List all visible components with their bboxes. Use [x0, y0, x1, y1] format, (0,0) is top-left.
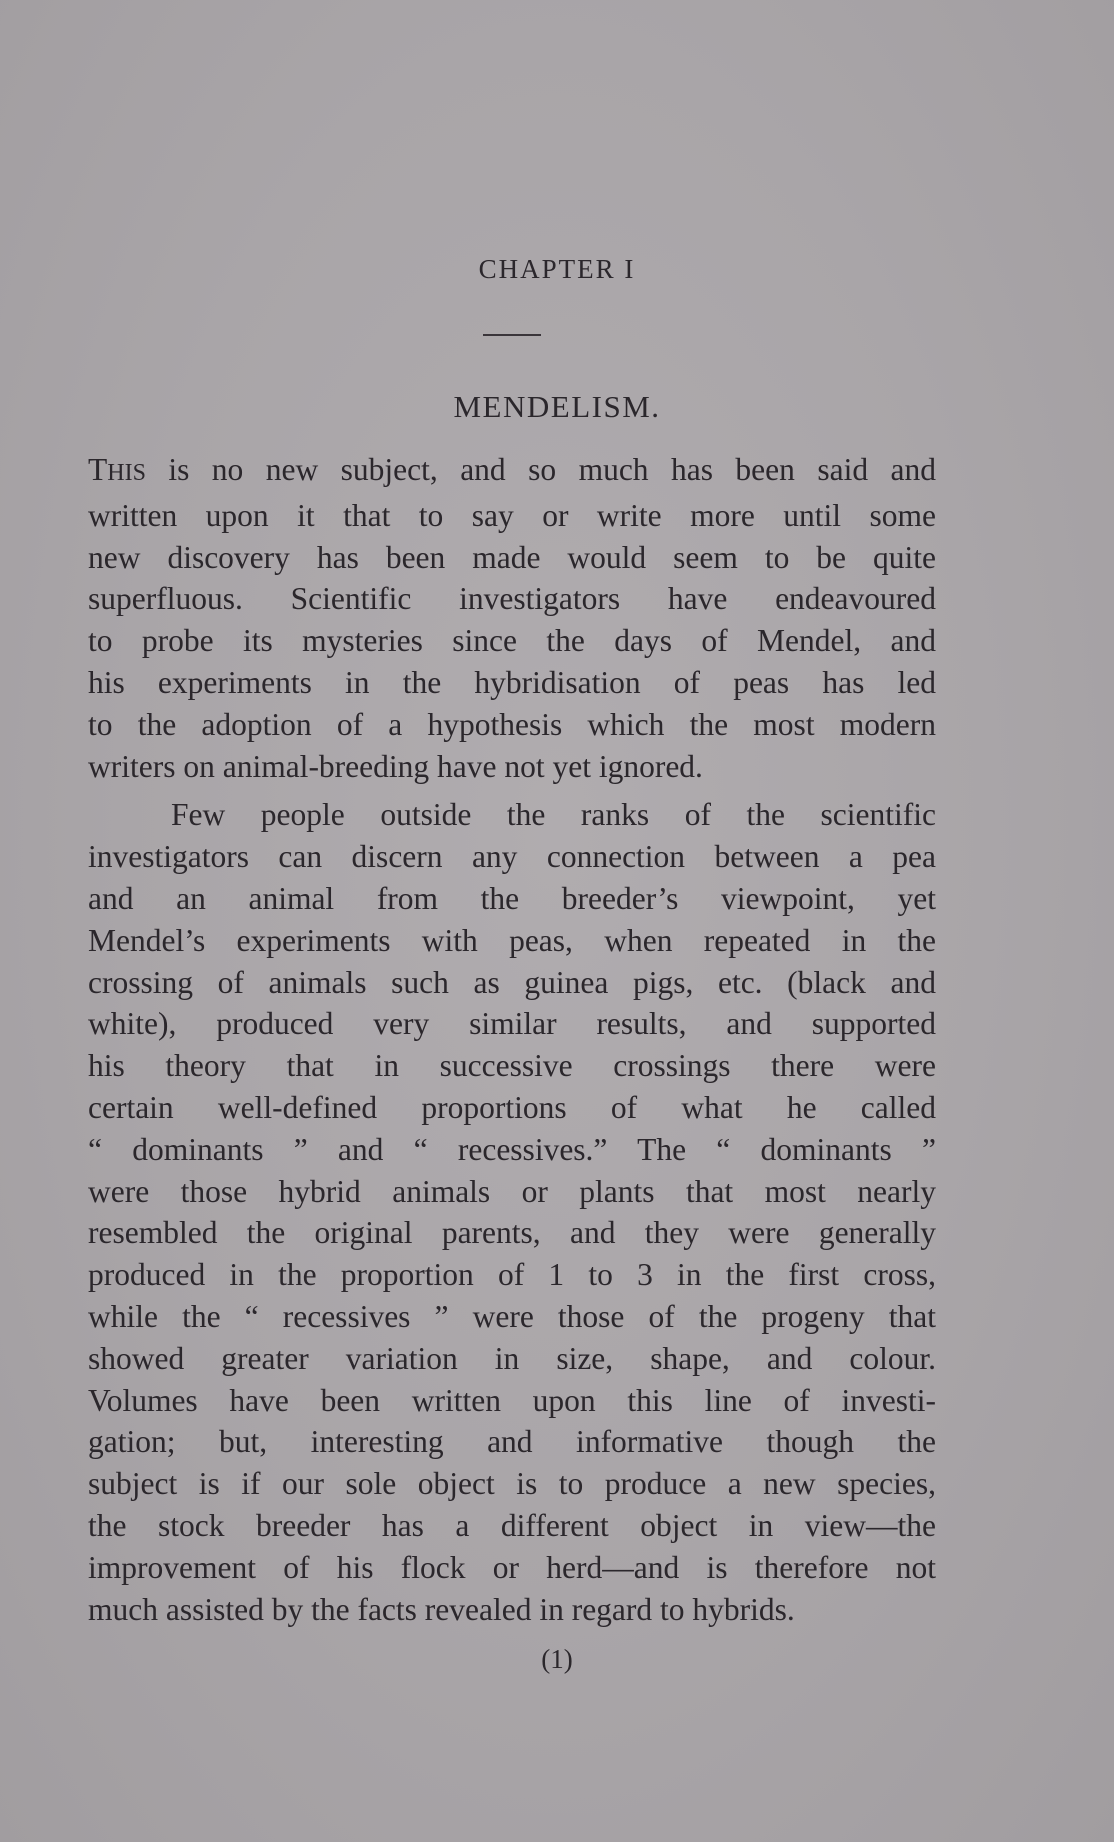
paragraph-2: [88, 794, 936, 1630]
text-line: and an animal from the breeder’s viewpoint, yet: [88, 880, 936, 916]
text-line: crossing of animals such as guinea pigs, etc. (black and: [88, 964, 936, 1000]
text-line: gation; but, interesting and informative though the: [88, 1424, 936, 1460]
text-line: writers on animal-breeding have not yet ignored.: [88, 748, 703, 784]
text-line: his theory that in successive crossings there were: [88, 1048, 936, 1084]
text-line: Volumes have been written upon this line of investi-: [88, 1382, 936, 1418]
section-title: MENDELISM.: [453, 389, 661, 424]
body-text: [88, 449, 936, 1637]
text-line: “ dominants ” and “ recessives.” The “ dominants ”: [88, 1131, 936, 1167]
text-line: to the adoption of a hypothesis which the most modern: [88, 706, 936, 742]
text-line: to probe its mysteries since the days of Mendel, and: [88, 623, 936, 659]
text-line: Mendel’s experiments with peas, when repeated in the: [88, 922, 936, 958]
text-line: certain well-defined proportions of what he called: [88, 1089, 936, 1125]
text-line: white), produced very similar results, and supported: [88, 1006, 936, 1042]
text-line: resembled the original parents, and they were generally: [88, 1215, 936, 1251]
text-line: new discovery has been made would seem to be quite: [88, 539, 936, 575]
text-line: showed greater variation in size, shape, and colour.: [88, 1340, 936, 1376]
title-divider: [483, 334, 541, 336]
paragraph-1: [88, 449, 936, 787]
text-line: investigators can discern any connection between a pea: [88, 839, 936, 875]
text-line: produced in the proportion of 1 to 3 in the first cross,: [88, 1257, 936, 1293]
text-line: written upon it that to say or write more until some: [88, 497, 936, 533]
text-line: were those hybrid animals or plants that most nearly: [88, 1173, 936, 1209]
text-line: his experiments in the hybridisation of peas has led: [88, 664, 936, 700]
text-line: much assisted by the facts revealed in regard to hybrids.: [88, 1591, 795, 1627]
page-number: (1): [541, 1644, 573, 1674]
text-line: while the “ recessives ” were those of the progeny that: [88, 1298, 936, 1334]
text-line: the stock breeder has a different object in view—the: [88, 1507, 936, 1543]
lead-capital: T: [88, 452, 108, 487]
text-line: subject is if our sole object is to produce a new species,: [88, 1466, 936, 1502]
text-line: improvement of his flock or herd—and is therefore not: [88, 1549, 936, 1585]
lead-small-caps: HIS: [107, 460, 146, 486]
text-line: THIS is no new subject, and so much has been said and: [88, 452, 936, 487]
chapter-heading: CHAPTER I: [478, 254, 636, 284]
text-line: superfluous. Scientific investigators have endeavoured: [88, 581, 936, 617]
text-line: Few people outside the ranks of the scientific: [171, 797, 936, 833]
